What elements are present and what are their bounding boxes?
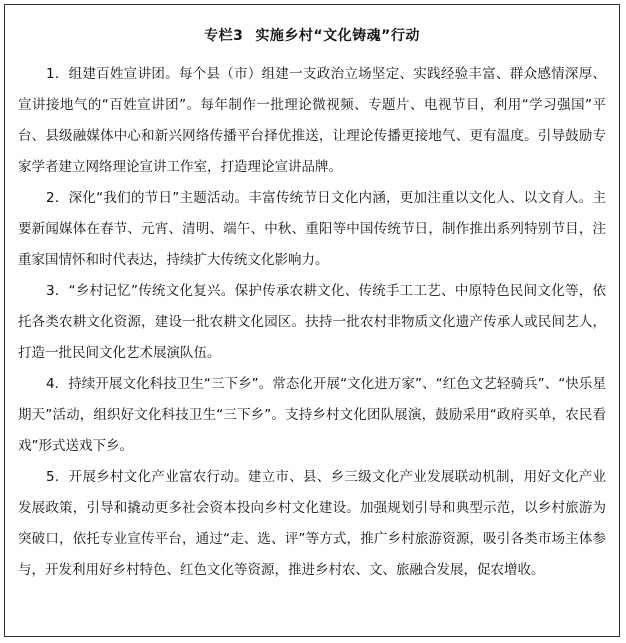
column-box <box>4 4 620 637</box>
paragraph-4: 4．持续开展文化科技卫生“三下乡”。常态化开展“文化进万家”、“红色文艺轻骑兵”、“快乐星期天”活动，组织好文化科技卫生“三下乡”。支持乡村文化团队展演，鼓励采用“政府买单，农民看戏”形式送戏下乡。 <box>18 376 606 454</box>
paragraph-2: 2．深化“我们的节日”主题活动。丰富传统节日文化内涵，更加注重以文化人、以文育人。主要新闻媒体在春节、元宵、清明、端午、中秋、重阳等中国传统节日，制作推出系列特别节目，注重家国情怀和时代表达，持续扩大传统文化影响力。 <box>18 190 606 268</box>
column-title <box>18 27 606 45</box>
paragraph-1: 1．组建百姓宣讲团。每个县（市）组建一支政治立场坚定、实践经验丰富、群众感情深厚、宣讲接地气的“百姓宣讲团”。每年制作一批理论微视频、专题片、电视节目，利用“学习强国”平台、县级融媒体中心和新兴网络传播平台择优推送，让理论传播更接地气、更有温度。引导鼓励专家学者建立网络理论宣讲工作室，打造理论宣讲品牌。 <box>18 66 606 175</box>
paragraph-3: 3．“乡村记忆”传统文化复兴。保护传承农耕文化、传统手工工艺、中原特色民间文化等，依托各类农耕文化资源，建设一批农耕文化园区。扶持一批农村非物质文化遗产传承人或民间艺人，打造一批民间文化艺术展演队伍。 <box>18 283 606 361</box>
column-number: 专栏3 <box>204 28 244 44</box>
column-heading: 实施乡村“文化铸魂”行动 <box>255 28 420 44</box>
paragraph-5: 5．开展乡村文化产业富农行动。建立市、县、乡三级文化产业发展联动机制，用好文化产业发展政策，引导和撬动更多社会资本投向乡村文化建设。加强规划引导和典型示范，以乡村旅游为突破口，依托专业宣传平台，通过“走、选、评”等方式，推广乡村旅游资源，吸引各类市场主体参与，开发利用好乡村特色、红色文化等资源，推进乡村农、文、旅融合发展，促农增收。 <box>18 469 606 578</box>
